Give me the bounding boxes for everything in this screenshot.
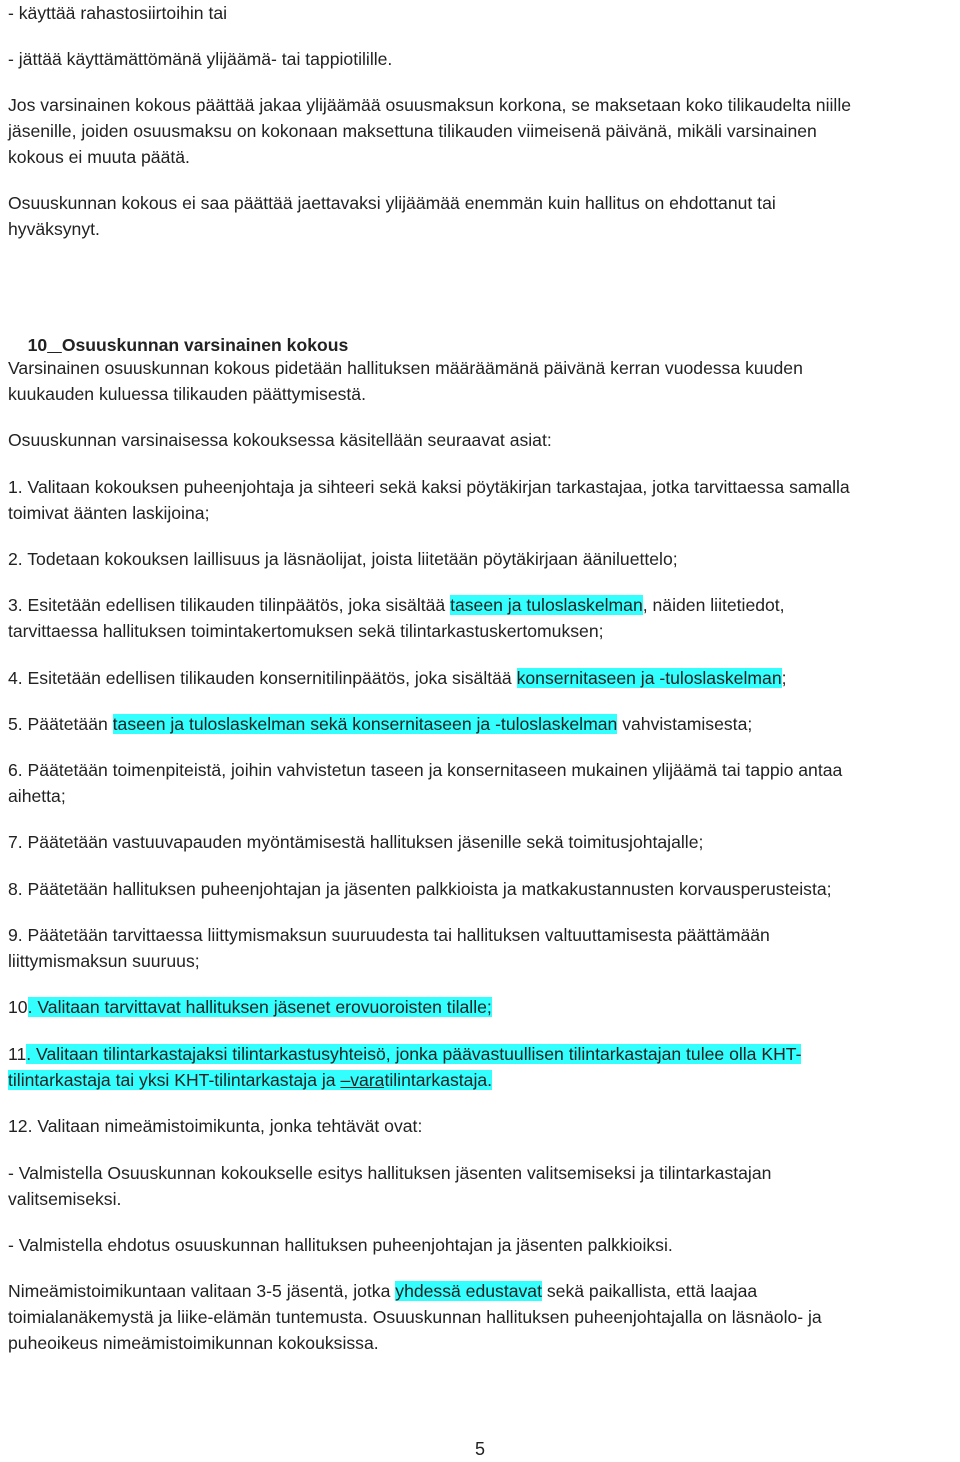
- list-item: 5. Päätetään taseen ja tuloslaskelman sekä konsernitaseen ja -tuloslaskelman vahvistamisesta;: [8, 714, 753, 734]
- paragraph-line: - käyttää rahastosiirtoihin tai: [8, 3, 228, 23]
- list-item: 1. Valitaan kokouksen puheenjohtaja ja sihteeri sekä kaksi pöytäkirjan tarkastajaa, jotka tarvittaessa samalla: [8, 477, 850, 497]
- paragraph-line: kuukauden kuluessa tilikauden päättymisestä.: [8, 384, 366, 404]
- dash-item-cont: valitsemiseksi.: [8, 1189, 122, 1209]
- highlighted-text: . Valitaan tarvittavat hallituksen jäsenet erovuoroisten tilalle;: [27, 997, 492, 1017]
- list-item: 12. Valitaan nimeämistoimikunta, jonka tehtävät ovat:: [8, 1116, 423, 1136]
- paragraph-line: Jos varsinainen kokous päättää jakaa ylijäämää osuusmaksun korkona, se maksetaan koko tilikaudelta niille: [8, 95, 852, 115]
- paragraph-line: toimialanäkemystä ja liike-elämän tuntemusta. Osuuskunnan hallituksen puheenjohtajalla on läsnäolo- ja: [8, 1307, 822, 1327]
- list-item: 8. Päätetään hallituksen puheenjohtajan ja jäsenten palkkioista ja matkakustannusten korvausperusteista;: [8, 879, 832, 899]
- paragraph-line: hyväksynyt.: [8, 219, 100, 239]
- list-item: 9. Päätetään tarvittaessa liittymismaksun suuruudesta tai hallituksen valtuuttamisesta päättämään: [8, 925, 770, 945]
- list-item-cont: toimivat äänten laskijoina;: [8, 503, 210, 523]
- list-item: 3. Esitetään edellisen tilikauden tilinpäätös, joka sisältää taseen ja tuloslaskelman, näiden liitetiedot,: [8, 595, 785, 615]
- list-item: 11. Valitaan tilintarkastajaksi tilintarkastusyhteisö, jonka päävastuullisen tilintarkastajan tulee olla KHT-: [8, 1044, 802, 1064]
- paragraph-line: Osuuskunnan varsinaisessa kokouksessa käsitellään seuraavat asiat:: [8, 430, 552, 450]
- paragraph-line: Varsinainen osuuskunnan kokous pidetään hallituksen määräämänä päivänä kerran vuodessa kuuden: [8, 358, 803, 378]
- paragraph-line: - jättää käyttämättömänä ylijäämä- tai tappiotilille.: [8, 49, 393, 69]
- list-item-cont: aihetta;: [8, 786, 66, 806]
- list-item: 4. Esitetään edellisen tilikauden konsernitilinpäätös, joka sisältää konsernitaseen ja -tuloslaskelman;: [8, 668, 787, 688]
- paragraph-line: puheoikeus nimeämistoimikunnan kokouksissa.: [8, 1333, 379, 1353]
- page-number: 5: [474, 1439, 485, 1459]
- section-title: Osuuskunnan varsinainen kokous: [61, 335, 349, 355]
- section-number: 10: [27, 335, 48, 355]
- list-item: 6. Päätetään toimenpiteistä, joihin vahvistetun taseen ja konsernitaseen mukainen ylijäämä tai tappio antaa: [8, 760, 843, 780]
- list-item: 10. Valitaan tarvittavat hallituksen jäsenet erovuoroisten tilalle;: [8, 997, 492, 1017]
- list-item: 7. Päätetään vastuuvapauden myöntämisestä hallituksen jäsenille sekä toimitusjohtajalle;: [8, 832, 704, 852]
- dash-item: - Valmistella Osuuskunnan kokoukselle esitys hallituksen jäsenten valitsemiseksi ja tilintarkastajan: [8, 1163, 772, 1183]
- paragraph-line: jäsenille, joiden osuusmaksu on kokonaan maksettuna tilikauden viimeisenä päivänä, mikäli varsinainen: [8, 121, 817, 141]
- list-item: 2. Todetaan kokouksen laillisuus ja läsnäolijat, joista liitetään pöytäkirjaan ääniluettelo;: [8, 549, 678, 569]
- list-item-cont: tilintarkastaja tai yksi KHT-tilintarkastaja ja –varatilintarkastaja.: [8, 1070, 493, 1090]
- list-item-cont: tarvittaessa hallituksen toimintakertomuksen sekä tilintarkastuskertomuksen;: [8, 621, 604, 641]
- dash-item: - Valmistella ehdotus osuuskunnan hallituksen puheenjohtajan ja jäsenten palkkioiksi.: [8, 1235, 673, 1255]
- highlighted-text: taseen ja tuloslaskelman: [450, 595, 643, 615]
- section-separator: [47, 335, 62, 355]
- highlighted-text: taseen ja tuloslaskelman sekä konsernitaseen ja -tuloslaskelman: [112, 714, 618, 734]
- highlighted-text: yhdessä edustavat: [395, 1281, 542, 1301]
- highlighted-text: konsernitaseen ja -tuloslaskelman: [516, 668, 782, 688]
- highlighted-text: . Valitaan tilintarkastajaksi tilintarkastusyhteisö, jonka päävastuullisen tilintarkastajan tulee olla KHT-: [26, 1044, 802, 1064]
- paragraph-line: Osuuskunnan kokous ei saa päättää jaettavaksi ylijäämää enemmän kuin hallitus on ehdottanut tai: [8, 193, 776, 213]
- paragraph-line: Nimeämistoimikuntaan valitaan 3-5 jäsentä, jotka yhdessä edustavat sekä paikallista, että laajaa: [8, 1281, 758, 1301]
- paragraph-line: kokous ei muuta päätä.: [8, 147, 190, 167]
- list-item-cont: liittymismaksun suuruus;: [8, 951, 200, 971]
